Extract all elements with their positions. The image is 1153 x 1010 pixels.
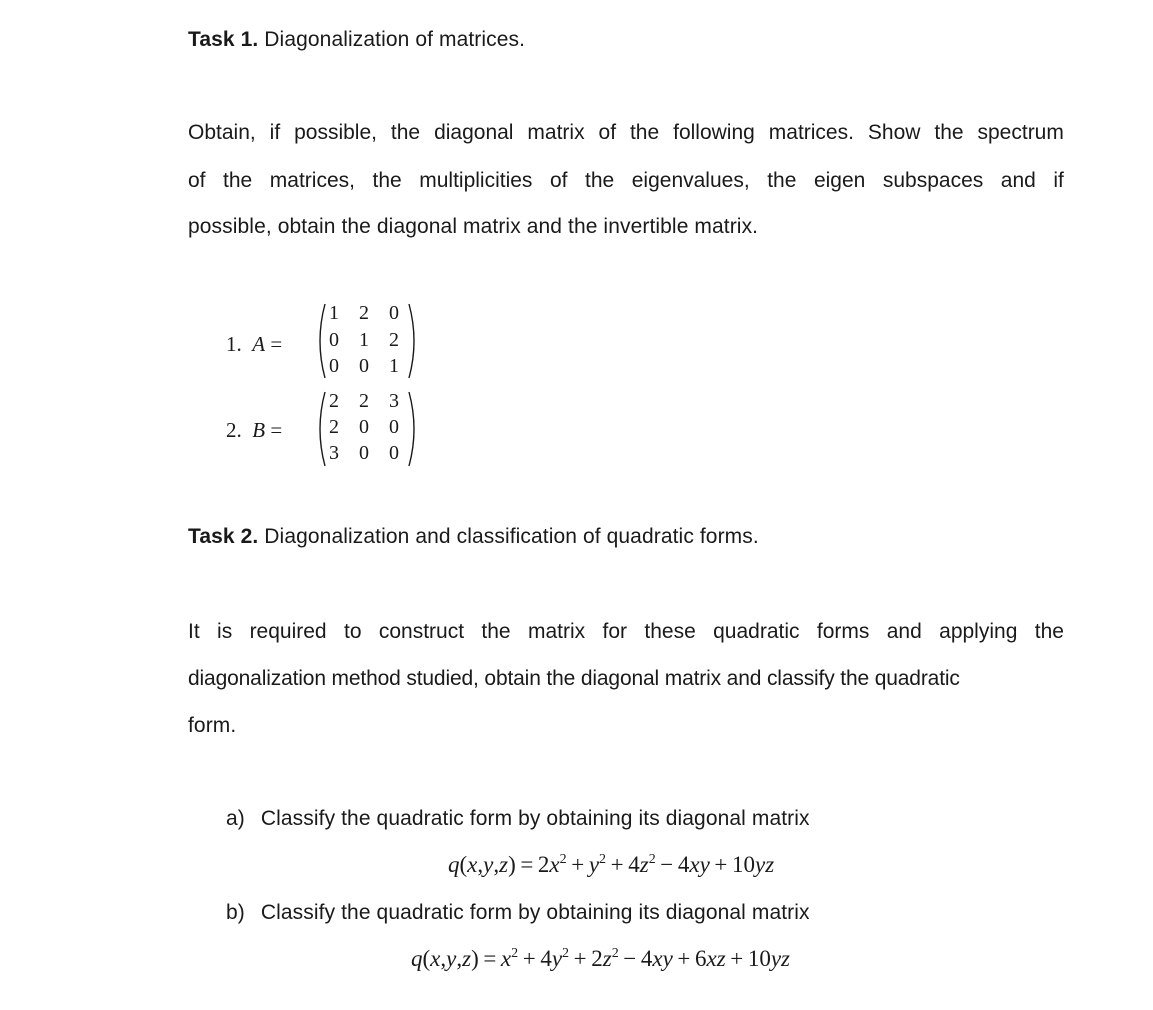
task1-paragraph-line1: [188, 121, 1064, 145]
formula-operator: +: [725, 946, 748, 971]
word: matrix: [527, 121, 585, 144]
task2-number: Task 2.: [188, 525, 259, 548]
formula-coefficient: 4: [628, 852, 640, 877]
matrix-cell: 0: [329, 355, 339, 377]
matrix-cell: 2: [359, 390, 369, 412]
task1-number: Task 1.: [188, 28, 259, 51]
word: of: [549, 169, 568, 192]
task1-heading: [188, 28, 525, 52]
right-paren: [406, 302, 420, 380]
formula-operator: +: [566, 852, 589, 877]
matrix-item-a: [226, 302, 446, 380]
matrix-cell: 2: [359, 302, 369, 324]
formula-exponent: 2: [611, 946, 619, 961]
task2-paragraph-line3: form.: [188, 714, 237, 737]
word: quadratic: [713, 620, 800, 643]
matrix-cell: 0: [389, 442, 399, 464]
word: matrices.: [768, 121, 854, 144]
matrix-cell: 0: [359, 442, 369, 464]
word: of: [188, 169, 206, 192]
matrix-b: [314, 390, 434, 468]
formula-variable: xy: [689, 852, 710, 877]
task2-paragraph-line1: [188, 620, 1064, 644]
item-text: Classify the quadratic form by obtaining its diagonal matrix: [260, 901, 810, 924]
formula-variable: z: [602, 946, 612, 971]
formula-operator: +: [569, 946, 592, 971]
formula-variable: yz: [754, 852, 775, 877]
matrix-cell: 0: [389, 302, 399, 324]
matrix-cell: 0: [359, 416, 369, 438]
formula-equals: =: [515, 852, 538, 877]
task2-title: Diagonalization and classification of quadratic forms.: [258, 525, 759, 548]
formula-variable: y: [588, 852, 600, 877]
word: multiplicities: [419, 169, 533, 192]
matrix-cell: 0: [359, 355, 369, 377]
word: these: [644, 620, 696, 643]
matrix-cell: 2: [329, 416, 339, 438]
word: diagonal: [434, 121, 514, 144]
formula-equals: =: [478, 946, 501, 971]
matrix-cell: 2: [389, 329, 399, 351]
word: possible,: [294, 121, 377, 144]
word: the: [390, 121, 421, 144]
word: and: [1000, 169, 1036, 192]
formula-variable: x: [549, 852, 560, 877]
word: the: [934, 121, 964, 144]
matrix-name: B: [252, 418, 266, 442]
task2-paragraph-line2: diagonalization method studied, obtain the diagonal matrix and classify the quadratic: [188, 667, 960, 690]
word: required: [249, 620, 327, 643]
word: to: [343, 620, 362, 643]
matrix-cell: 0: [329, 329, 339, 351]
formula-operator: −: [618, 946, 641, 971]
matrix-cell: 1: [329, 302, 339, 324]
task1-paragraph-line2: [188, 169, 1064, 193]
formula-exponent: 2: [648, 852, 656, 867]
matrix-equals: =: [270, 332, 283, 356]
word: the: [223, 169, 253, 192]
word: subspaces: [882, 169, 984, 192]
word: the: [481, 620, 511, 643]
matrix-cell: 1: [389, 355, 399, 377]
formula-variable: z: [639, 852, 649, 877]
formula-variable: xy: [652, 946, 673, 971]
word: the: [629, 121, 660, 144]
formula-coefficient: 10: [731, 852, 755, 877]
word: eigen: [813, 169, 866, 192]
word: and: [886, 620, 922, 643]
formula-exponent: 2: [511, 946, 519, 961]
word: matrices,: [269, 169, 355, 192]
item-a: [226, 807, 810, 831]
matrix-name: A: [252, 332, 266, 356]
word: eigenvalues,: [631, 169, 750, 192]
formula-coefficient: 4: [677, 852, 690, 877]
formula-operator: +: [518, 946, 541, 971]
matrix-equals: =: [270, 418, 283, 442]
formula-variable: y: [551, 946, 563, 971]
matrix-cell: 3: [389, 390, 399, 412]
formula-coefficient: 4: [640, 946, 653, 971]
word: the: [1034, 620, 1064, 643]
formula-lhs: q(x,y,z): [448, 852, 516, 877]
word: for: [602, 620, 628, 643]
matrix-index: 2.: [226, 418, 242, 442]
matrix-item-b: [226, 390, 446, 468]
word: of: [598, 121, 617, 144]
formula-lhs: q(x,y,z): [411, 946, 479, 971]
word: matrix: [527, 620, 586, 643]
formula-exponent: 2: [559, 852, 567, 867]
matrix-cell: 0: [389, 416, 399, 438]
formula-coefficient: 2: [591, 946, 603, 971]
formula-operator: +: [606, 852, 629, 877]
formula-variable: xz: [706, 946, 726, 971]
task1-paragraph-line3: possible, obtain the diagonal matrix and the invertible matrix.: [188, 215, 759, 238]
task2-heading: [188, 525, 759, 549]
formula-coefficient: 6: [694, 946, 707, 971]
matrix-cell: 2: [329, 390, 339, 412]
formula-coefficient: 4: [540, 946, 552, 971]
word: Obtain,: [188, 121, 256, 144]
matrix-a: [314, 302, 434, 380]
item-label: b): [226, 901, 245, 924]
word: the: [767, 169, 797, 192]
formula-a: [448, 852, 774, 878]
word: if: [269, 121, 281, 144]
item-label: a): [226, 807, 245, 830]
word: applying: [939, 620, 1018, 643]
word: spectrum: [977, 121, 1064, 144]
word: construct: [378, 620, 465, 643]
formula-b: [411, 946, 790, 972]
task1-title: Diagonalization of matrices.: [258, 28, 526, 51]
matrix-index: 1.: [226, 332, 242, 356]
word: the: [372, 169, 402, 192]
formula-operator: −: [655, 852, 678, 877]
right-paren: [406, 390, 420, 468]
formula-coefficient: 2: [537, 852, 550, 877]
matrix-cell: 3: [329, 442, 339, 464]
formula-coefficient: 10: [747, 946, 771, 971]
formula-operator: +: [709, 852, 732, 877]
item-b: [226, 901, 810, 925]
item-text: Classify the quadratic form by obtaining its diagonal matrix: [260, 807, 810, 830]
formula-variable: yz: [770, 946, 791, 971]
matrix-cell: 1: [359, 329, 369, 351]
word: following: [673, 121, 755, 144]
formula-variable: x: [500, 946, 512, 971]
word: forms: [816, 620, 870, 643]
formula-operator: +: [672, 946, 695, 971]
word: if: [1053, 169, 1064, 192]
word: It: [188, 620, 200, 643]
formula-exponent: 2: [599, 852, 607, 867]
word: is: [217, 620, 233, 643]
formula-exponent: 2: [562, 946, 570, 961]
word: the: [585, 169, 615, 192]
word: Show: [867, 121, 921, 144]
